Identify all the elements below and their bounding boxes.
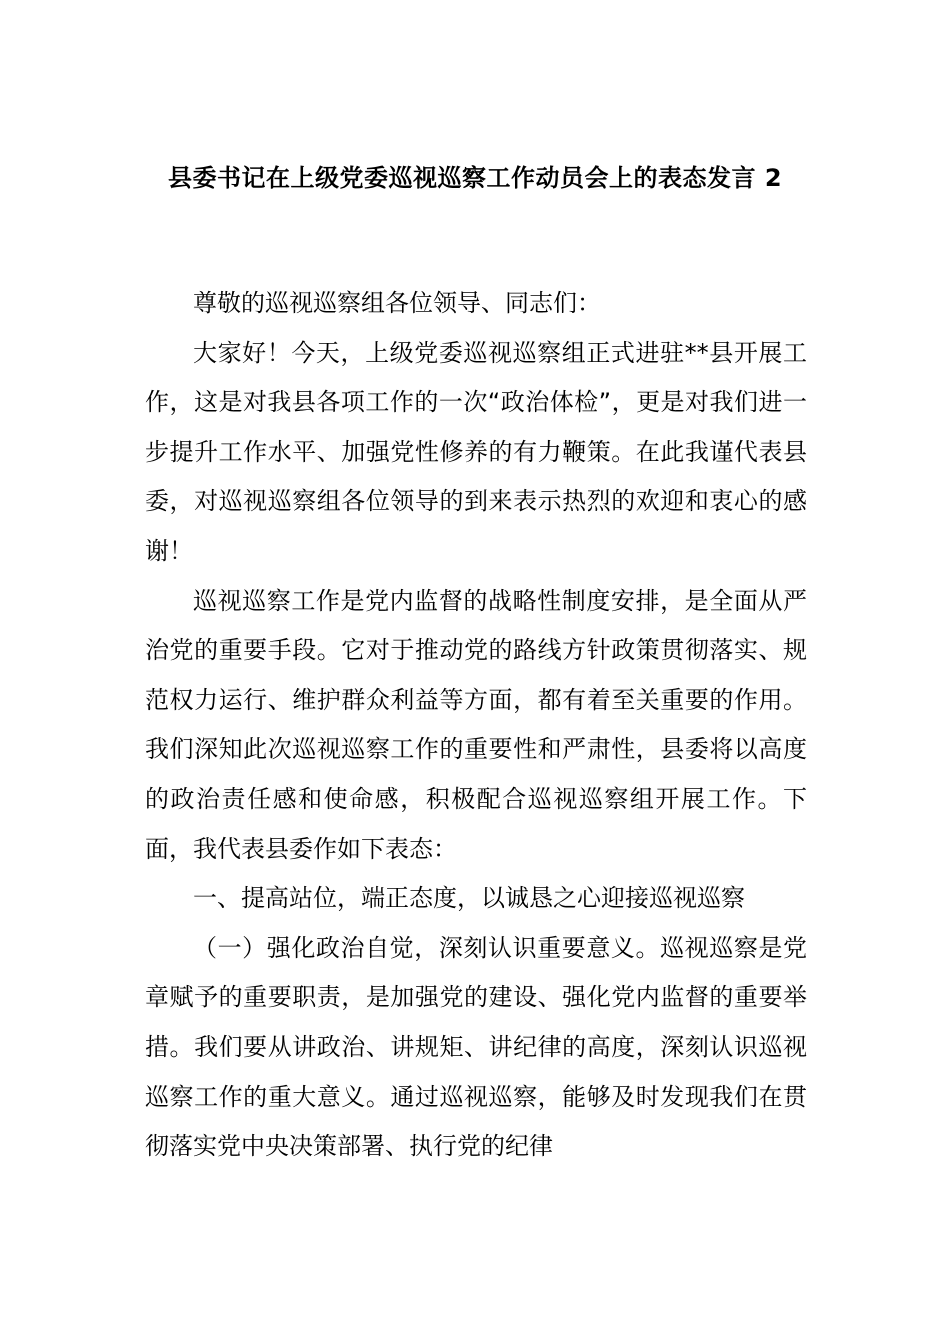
subsection-paragraph-1: （一）强化政治自觉，深刻认识重要意义。巡视巡察是党章赋予的重要职责，是加强党的建设、强化党内监督的重要举措。我们要从讲政治、讲规矩、讲纪律的高度，深刻认识巡视巡察工作的重大意义。通过巡视巡察，能够及时发现我们在贯彻落实党中央决策部署、执行党的纪律 <box>145 933 807 1161</box>
section-heading-1: 一、提高站位，端正态度，以诚恳之心迎接巡视巡察 <box>193 884 745 913</box>
document-body <box>145 279 807 1172</box>
context-paragraph: 巡视巡察工作是党内监督的战略性制度安排，是全面从严治党的重要手段。它对于推动党的路线方针政策贯彻落实、规范权力运行、维护群众利益等方面，都有着至关重要的作用。我们深知此次巡视巡察工作的重要性和严肃性，县委将以高度的政治责任感和使命感，积极配合巡视巡察组开展工作。下面，我代表县委作如下表态： <box>145 586 807 863</box>
salutation-paragraph: 尊敬的巡视巡察组各位领导、同志们： <box>193 289 601 317</box>
document-title: 县委书记在上级党委巡视巡察工作动员会上的表态发言 2 <box>167 164 783 192</box>
greeting-paragraph: 大家好！今天，上级党委巡视巡察组正式进驻**县开展工作，这是对我县各项工作的一次“政治体检”，更是对我们进一步提升工作水平、加强党性修养的有力鞭策。在此我谨代表县委，对巡视巡察组各位领导的到来表示热烈的欢迎和衷心的感谢！ <box>145 338 807 565</box>
